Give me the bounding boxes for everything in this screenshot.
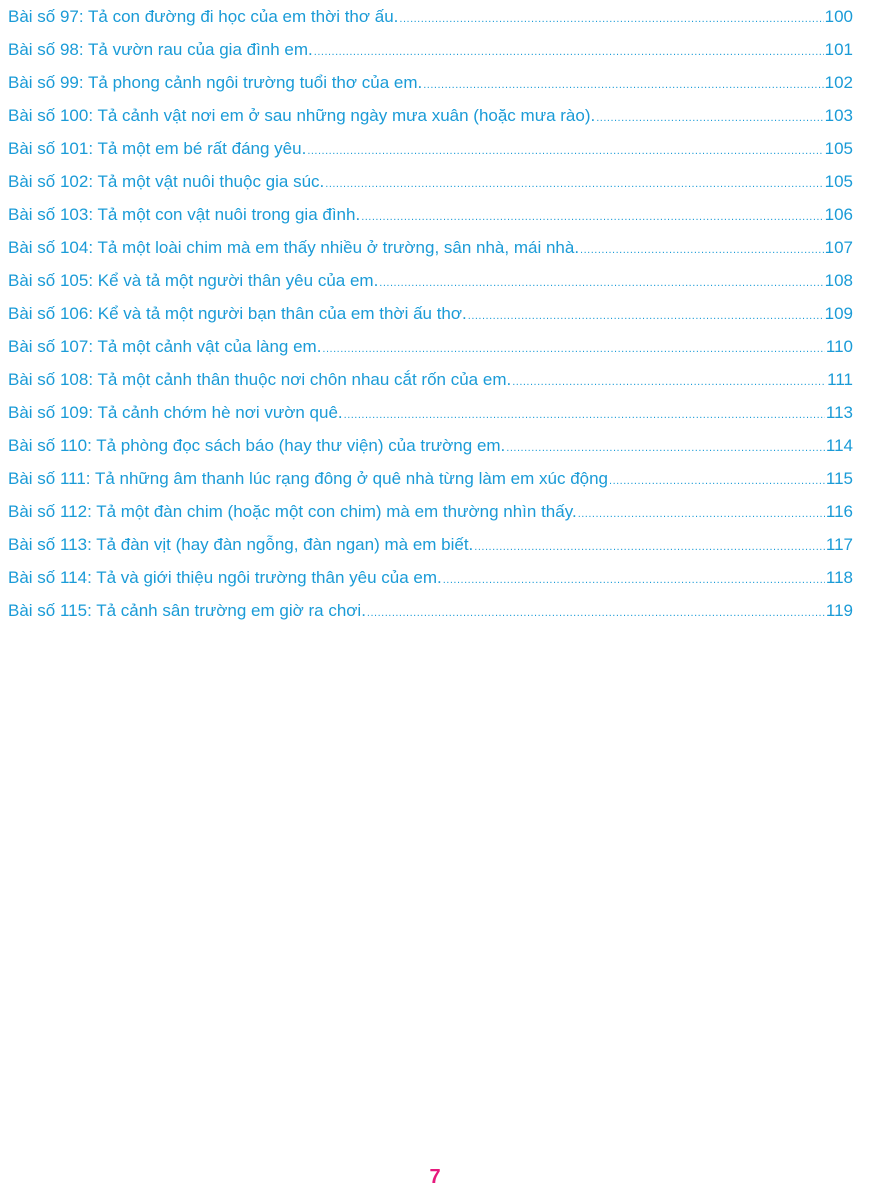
toc-entry-title: Bài số 114: Tả và giới thiệu ngôi trường thân yêu của em. xyxy=(8,568,442,587)
toc-entry-title: Bài số 109: Tả cảnh chớm hè nơi vườn quê. xyxy=(8,403,343,422)
toc-entry-page: 109 xyxy=(824,304,853,323)
toc-entry-title: Bài số 106: Kể và tả một người bạn thân của em thời ấu thơ. xyxy=(8,304,467,323)
toc-entry-102[interactable] xyxy=(8,165,853,198)
toc-leader-dots xyxy=(325,168,823,201)
toc-entry-page: 118 xyxy=(825,568,853,587)
toc-entry-title: Bài số 107: Tả một cảnh vật của làng em. xyxy=(8,337,322,356)
toc-entry-title: Bài số 99: Tả phong cảnh ngôi trường tuổi thơ của em. xyxy=(8,73,423,92)
toc-entry-113[interactable] xyxy=(8,528,853,561)
toc-entry-page: 101 xyxy=(824,40,853,59)
toc-entry-title: Bài số 112: Tả một đàn chim (hoặc một con chim) mà em thường nhìn thấy. xyxy=(8,502,577,521)
toc-entry-page: 103 xyxy=(824,106,853,125)
toc-entry-109[interactable] xyxy=(8,396,853,429)
toc-entry-title: Bài số 100: Tả cảnh vật nơi em ở sau những ngày mưa xuân (hoặc mưa rào). xyxy=(8,106,596,125)
toc-leader-dots xyxy=(322,333,824,366)
toc-entry-page: 115 xyxy=(825,469,853,488)
toc-entry-page: 105 xyxy=(824,172,853,191)
toc-entry-title: Bài số 104: Tả một loài chim mà em thấy nhiều ở trường, sân nhà, mái nhà. xyxy=(8,238,580,257)
toc-leader-dots xyxy=(399,3,823,36)
toc-leader-dots xyxy=(506,432,825,465)
toc-entry-title: Bài số 113: Tả đàn vịt (hay đàn ngỗng, đàn ngan) mà em biết. xyxy=(8,535,474,554)
toc-entry-page: 108 xyxy=(824,271,853,290)
toc-entry-page: 105 xyxy=(824,139,853,158)
page-number: 7 xyxy=(429,1166,441,1188)
toc-entry-title: Bài số 108: Tả một cảnh thân thuộc nơi chôn nhau cắt rốn của em. xyxy=(8,370,512,389)
toc-entry-page: 117 xyxy=(825,535,853,554)
toc-entry-title: Bài số 98: Tả vườn rau của gia đình em. xyxy=(8,40,313,59)
toc-entry-99[interactable] xyxy=(8,66,853,99)
toc-entry-title: Bài số 115: Tả cảnh sân trường em giờ ra chơi. xyxy=(8,601,366,620)
toc-leader-dots xyxy=(580,234,824,267)
toc-leader-dots xyxy=(609,465,825,498)
toc-entry-page: 107 xyxy=(824,238,853,257)
toc-leader-dots xyxy=(468,300,824,333)
toc-entry-page: 113 xyxy=(825,403,853,422)
toc-entry-title: Bài số 97: Tả con đường đi học của em thời thơ ấu. xyxy=(8,7,399,26)
toc-entry-title: Bài số 101: Tả một em bé rất đáng yêu. xyxy=(8,139,307,158)
toc-entry-103[interactable] xyxy=(8,198,853,231)
toc-entry-115[interactable] xyxy=(8,594,853,627)
toc-leader-dots xyxy=(367,597,825,630)
toc-entry-110[interactable] xyxy=(8,429,853,462)
toc-leader-dots xyxy=(423,69,823,102)
toc-leader-dots xyxy=(474,531,825,564)
toc-entry-title: Bài số 105: Kể và tả một người thân yêu của em. xyxy=(8,271,379,290)
toc-entry-page: 102 xyxy=(824,73,853,92)
toc-entry-108[interactable] xyxy=(8,363,853,396)
toc-entry-111[interactable] xyxy=(8,462,853,495)
toc-entry-112[interactable] xyxy=(8,495,853,528)
toc-entry-105[interactable] xyxy=(8,264,853,297)
toc-entry-100[interactable] xyxy=(8,99,853,132)
toc-leader-dots xyxy=(596,102,823,135)
toc-entry-97[interactable] xyxy=(8,0,853,33)
table-of-contents xyxy=(8,0,853,627)
toc-leader-dots xyxy=(361,201,823,234)
toc-leader-dots xyxy=(578,498,825,531)
toc-entry-page: 111 xyxy=(827,370,853,389)
toc-entry-101[interactable] xyxy=(8,132,853,165)
toc-entry-title: Bài số 110: Tả phòng đọc sách báo (hay thư viện) của trường em. xyxy=(8,436,506,455)
toc-leader-dots xyxy=(344,399,825,432)
toc-leader-dots xyxy=(443,564,825,597)
toc-entry-title: Bài số 102: Tả một vật nuôi thuộc gia súc. xyxy=(8,172,325,191)
toc-entry-page: 100 xyxy=(824,7,853,26)
toc-entry-104[interactable] xyxy=(8,231,853,264)
toc-entry-114[interactable] xyxy=(8,561,853,594)
toc-leader-dots xyxy=(512,366,826,399)
toc-entry-106[interactable] xyxy=(8,297,853,330)
toc-leader-dots xyxy=(307,135,823,168)
toc-entry-page: 110 xyxy=(825,337,853,356)
toc-entry-page: 106 xyxy=(824,205,853,224)
toc-entry-title: Bài số 111: Tả những âm thanh lúc rạng đông ở quê nhà từng làm em xúc động xyxy=(8,469,609,488)
toc-entry-page: 116 xyxy=(825,502,853,521)
toc-leader-dots xyxy=(379,267,823,300)
toc-entry-107[interactable] xyxy=(8,330,853,363)
toc-entry-98[interactable] xyxy=(8,33,853,66)
toc-entry-page: 119 xyxy=(825,601,853,620)
toc-leader-dots xyxy=(314,36,824,69)
toc-entry-page: 114 xyxy=(825,436,853,455)
toc-entry-title: Bài số 103: Tả một con vật nuôi trong gia đình. xyxy=(8,205,361,224)
